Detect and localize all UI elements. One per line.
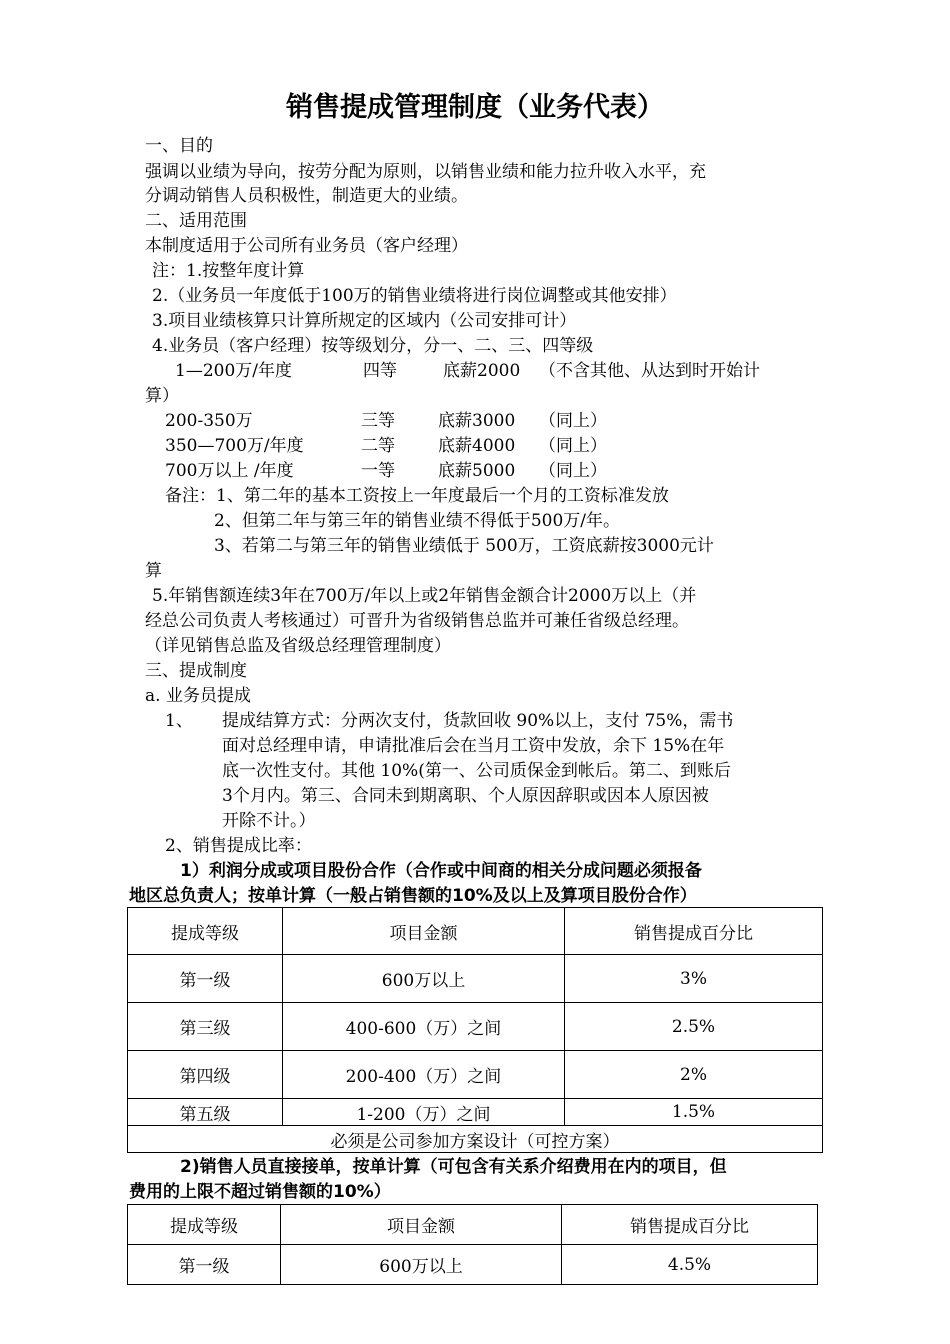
tier-range: 200-350万 xyxy=(165,411,253,431)
section-heading-purpose: 一、目的 xyxy=(145,136,213,156)
item-1-line: 面对总经理申请，申请批准后会在当月工资中发放，余下 15%在年 xyxy=(222,736,725,756)
table-header-cell: 提成等级 xyxy=(128,908,283,955)
table-footer-cell: 必须是公司参加方案设计（可控方案） xyxy=(128,1126,823,1153)
tier-remark: （同上） xyxy=(539,411,607,431)
remark-2: 2、但第二年与第三年的销售业绩不得低于500万/年。 xyxy=(214,511,620,531)
remark-1: 备注：1、第二年的基本工资按上一年度最后一个月的工资标准发放 xyxy=(165,486,669,506)
tier-range: 700万以上 /年度 xyxy=(165,461,294,481)
note-5-line2: 经总公司负责人考核通过）可晋升为省级销售总监并可兼任省级总经理。 xyxy=(145,611,689,631)
part-2-heading-line1: 2)销售人员直接接单，按单计算（可包含有关系介绍费用在内的项目，但 xyxy=(180,1157,727,1177)
table-row xyxy=(128,1051,823,1099)
tier-wrap: 算） xyxy=(145,386,179,406)
tier-remark: （不含其他、从达到时开始计 xyxy=(539,361,760,381)
table-footer-row xyxy=(128,1126,823,1153)
part-1-heading-line1: 1）利润分成或项目股份合作（合作或中间商的相关分成问题必须报备 xyxy=(180,861,702,881)
table-header-cell: 提成等级 xyxy=(128,1205,281,1245)
item-1-line: 底一次性支付。其他 10%(第一、公司质保金到帐后。第二、到账后 xyxy=(222,761,731,781)
tier-remark: （同上） xyxy=(539,461,607,481)
note-5-line1: 5.年销售额连续3年在700万/年以上或2年销售金额合计2000万以上（并 xyxy=(152,586,697,606)
table-cell: 600万以上 xyxy=(283,955,565,1003)
table-cell: 200-400（万）之间 xyxy=(283,1051,565,1099)
table-header-cell: 销售提成百分比 xyxy=(562,1205,818,1245)
table-cell: 1-200（万）之间 xyxy=(283,1099,565,1126)
section-heading-scope: 二、适用范围 xyxy=(145,211,247,231)
part-1-heading-line2: 地区总负责人；按单计算（一般占销售额的10%及以上及算项目股份合作） xyxy=(129,886,697,906)
purpose-text-line2: 分调动销售人员积极性，制造更大的业绩。 xyxy=(145,186,468,206)
tier-salary: 底薪2000 xyxy=(443,361,521,381)
table-cell: 1.5% xyxy=(565,1099,823,1126)
section-heading-commission: 三、提成制度 xyxy=(145,661,247,681)
purpose-text-line1: 强调以业绩为导向，按劳分配为原则，以销售业绩和能力拉升收入水平，充 xyxy=(145,162,706,182)
tier-grade: 一等 xyxy=(361,461,395,481)
table-cell: 2% xyxy=(565,1051,823,1099)
remark-3: 3、若第二与第三年的销售业绩低于 500万，工资底薪按3000元计 xyxy=(214,536,714,556)
item-1-line: 3个月内。第三、合同未到期离职、个人原因辞职或因本人原因被 xyxy=(222,786,709,806)
table-cell: 2.5% xyxy=(565,1003,823,1051)
table-header-row xyxy=(128,908,823,955)
table-header-row xyxy=(128,1205,818,1245)
note-3: 3.项目业绩核算只计算所规定的区域内（公司安排可计） xyxy=(152,311,577,331)
subsection-a: a. 业务员提成 xyxy=(145,686,251,706)
table-header-cell: 项目金额 xyxy=(283,908,565,955)
note-2: 2.（业务员一年度低于100万的销售业绩将进行岗位调整或其他安排） xyxy=(152,286,677,306)
remark-3-wrap: 算 xyxy=(145,561,162,581)
table-header-cell: 项目金额 xyxy=(281,1205,562,1245)
table-header-cell: 销售提成百分比 xyxy=(565,908,823,955)
tier-grade: 四等 xyxy=(363,361,397,381)
table-cell: 第四级 xyxy=(128,1051,283,1099)
tier-range: 350—700万/年度 xyxy=(165,436,304,456)
scope-text: 本制度适用于公司所有业务员（客户经理） xyxy=(145,236,468,256)
table-row xyxy=(128,1003,823,1051)
table-cell: 第一级 xyxy=(128,1245,281,1285)
commission-table-1 xyxy=(127,907,823,1153)
tier-remark: （同上） xyxy=(539,436,607,456)
table-cell: 4.5% xyxy=(562,1245,818,1285)
tier-range: 1—200万/年度 xyxy=(175,361,292,381)
page-title: 销售提成管理制度（业务代表） xyxy=(286,92,664,123)
part-2-heading-line2: 费用的上限不超过销售额的10%） xyxy=(129,1182,391,1202)
tier-salary: 底薪3000 xyxy=(438,411,516,431)
note-5-line3: （详见销售总监及省级总经理管理制度） xyxy=(145,636,451,656)
note-4: 4.业务员（客户经理）按等级划分，分一、二、三、四等级 xyxy=(152,336,594,356)
table-cell: 600万以上 xyxy=(281,1245,562,1285)
table-cell: 第三级 xyxy=(128,1003,283,1051)
table-cell: 第一级 xyxy=(128,955,283,1003)
table-row xyxy=(128,1099,823,1126)
tier-grade: 二等 xyxy=(361,436,395,456)
item-1-line: 提成结算方式：分两次支付，货款回收 90%以上，支付 75%，需书 xyxy=(222,711,734,731)
tier-salary: 底薪5000 xyxy=(438,461,516,481)
item-1-number: 1、 xyxy=(165,711,193,731)
table-cell: 第五级 xyxy=(128,1099,283,1126)
table-cell: 3% xyxy=(565,955,823,1003)
tier-salary: 底薪4000 xyxy=(438,436,516,456)
table-row xyxy=(128,1245,818,1285)
table-row xyxy=(128,955,823,1003)
item-1-line: 开除不计。） xyxy=(222,811,316,831)
tier-grade: 三等 xyxy=(361,411,395,431)
note-1: 注：1.按整年度计算 xyxy=(152,261,305,281)
commission-table-2 xyxy=(127,1204,818,1285)
table-cell: 400-600（万）之间 xyxy=(283,1003,565,1051)
item-2: 2、销售提成比率： xyxy=(165,836,312,856)
